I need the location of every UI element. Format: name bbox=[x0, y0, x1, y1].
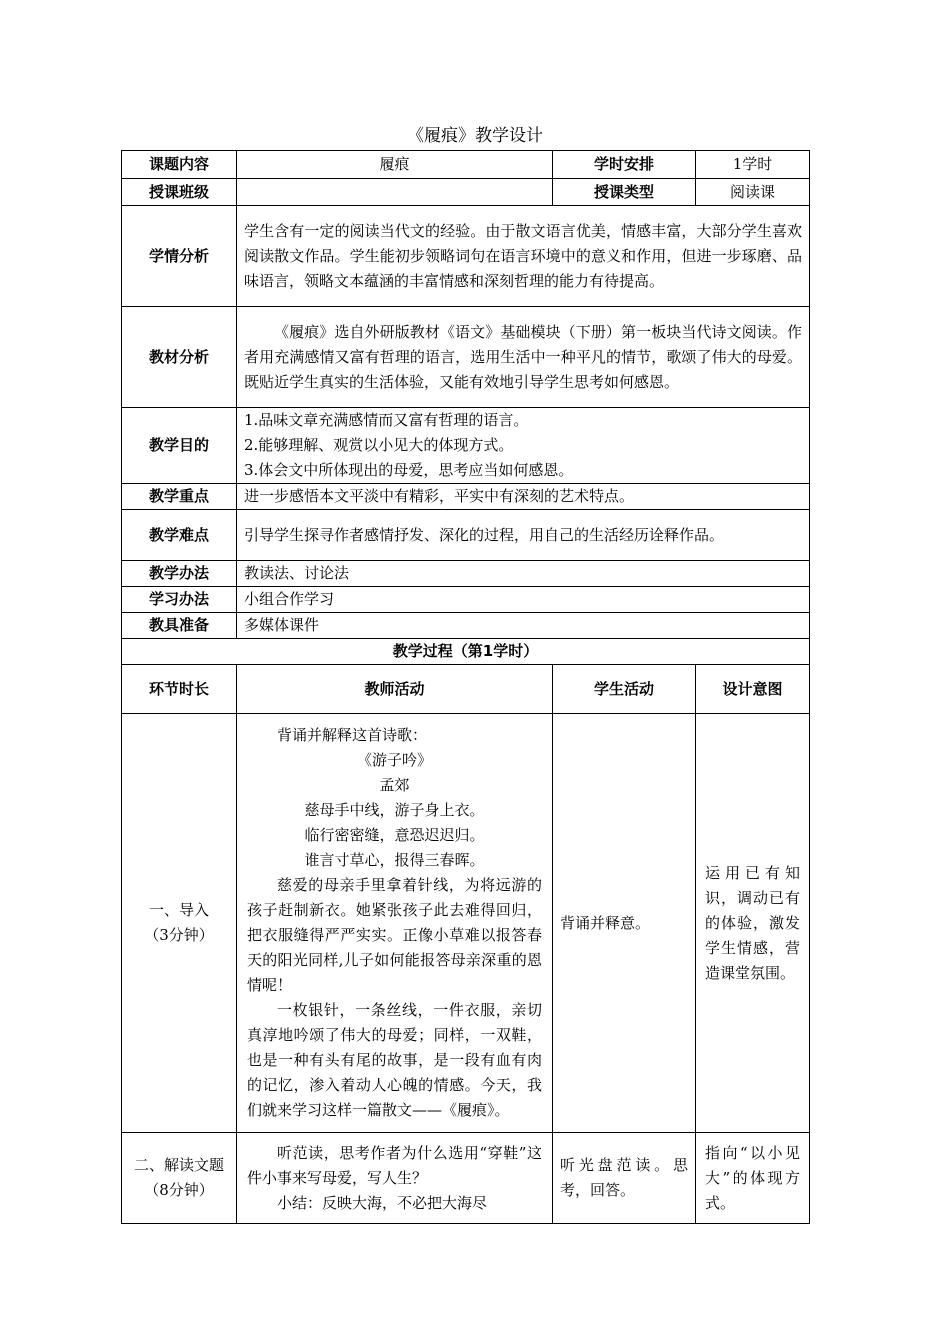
activity-intro: 背诵并解释这首诗歌： bbox=[277, 726, 428, 744]
design-intent: 运用已有知识，调动已有的体验，激发学生情感，营造课堂氛围。 bbox=[696, 714, 810, 1133]
poem-author: 孟郊 bbox=[379, 776, 410, 794]
row-teaching-method bbox=[122, 561, 810, 587]
teaching-method-label: 教学办法 bbox=[122, 561, 237, 587]
topic-value: 履痕 bbox=[237, 151, 553, 179]
column-header: 环节时长 bbox=[122, 665, 237, 714]
student-activity: 背诵并释意。 bbox=[553, 714, 696, 1133]
stage-name: 一、导入 bbox=[148, 901, 209, 919]
learning-method-text: 小组合作学习 bbox=[237, 587, 810, 613]
type-label: 授课类型 bbox=[553, 179, 696, 206]
material-text: 《履痕》选自外研版教材《语文》基础模块（下册）第一板块当代诗文阅读。作者用充满感情又富有哲理的语言，选用生活中一种平凡的情节，歌颂了伟大的母爱。既贴近学生真实的生活体验，又能有效地引导学生思考如何感恩。 bbox=[237, 307, 810, 408]
objective-item: 2.能够理解、观赏以小见大的体现方式。 bbox=[244, 436, 514, 454]
objectives-label: 教学目的 bbox=[122, 408, 237, 484]
teacher-activity bbox=[237, 1133, 553, 1224]
learning-method-label: 学习办法 bbox=[122, 587, 237, 613]
difficulty-text: 引导学生探寻作者感情抒发、深化的过程，用自己的生活经历诠释作品。 bbox=[237, 510, 810, 561]
tools-label: 教具准备 bbox=[122, 613, 237, 639]
poem-line: 慈母手中线，游子身上衣。 bbox=[304, 801, 485, 819]
poem-line: 谁言寸草心，报得三春晖。 bbox=[304, 851, 485, 869]
class-label: 授课班级 bbox=[122, 179, 237, 206]
row-topic bbox=[122, 151, 810, 179]
row-process-columns bbox=[122, 665, 810, 714]
row-tools bbox=[122, 613, 810, 639]
process-heading: 教学过程（第1学时） bbox=[122, 639, 810, 665]
column-header: 学生活动 bbox=[553, 665, 696, 714]
process-row bbox=[122, 1133, 810, 1224]
topic-label: 课题内容 bbox=[122, 151, 237, 179]
student-activity: 听光盘范读。思考，回答。 bbox=[553, 1133, 696, 1224]
row-process-heading bbox=[122, 639, 810, 665]
stage-cell bbox=[122, 1133, 237, 1224]
stage-duration: （8分钟） bbox=[144, 1181, 214, 1199]
row-key-point bbox=[122, 484, 810, 510]
activity-paragraph: 小结：反映大海，不必把大海尽 bbox=[277, 1193, 488, 1212]
poem-line: 临行密密缝，意恐迟迟归。 bbox=[304, 826, 485, 844]
teacher-activity bbox=[237, 714, 553, 1133]
design-intent: 指向“以小见大”的体现方式。 bbox=[696, 1133, 810, 1224]
difficulty-label: 教学难点 bbox=[122, 510, 237, 561]
class-value bbox=[237, 179, 553, 206]
row-class bbox=[122, 179, 810, 206]
objectives-list bbox=[237, 408, 810, 484]
column-header: 教师活动 bbox=[237, 665, 553, 714]
teaching-method-text: 教读法、讨论法 bbox=[237, 561, 810, 587]
row-learning-method bbox=[122, 587, 810, 613]
row-objectives bbox=[122, 408, 810, 484]
activity-paragraph: 听范读，思考作者为什么选用“穿鞋”这件小事来写母爱，写人生？ bbox=[247, 1143, 542, 1187]
hours-label: 学时安排 bbox=[553, 151, 696, 179]
key-point-text: 进一步感悟本文平淡中有精彩，平实中有深刻的艺术特点。 bbox=[237, 484, 810, 510]
process-row bbox=[122, 714, 810, 1133]
document-title: 《履痕》教学设计 bbox=[407, 126, 543, 146]
hours-value: 1学时 bbox=[696, 151, 810, 179]
objective-item: 3.体会文中所体现出的母爱，思考应当如何感恩。 bbox=[244, 461, 574, 479]
stage-duration: （3分钟） bbox=[144, 926, 214, 944]
students-text: 学生含有一定的阅读当代文的经验。由于散文语言优美，情感丰富，大部分学生喜欢阅读散文作品。学生能初步领略词句在语言环境中的意义和作用，但进一步琢磨、品味语言，领略文本蕴涵的丰富情感和深刻哲理的能力有待提高。 bbox=[237, 206, 810, 307]
row-students bbox=[122, 206, 810, 307]
column-header: 设计意图 bbox=[696, 665, 810, 714]
students-label: 学情分析 bbox=[122, 206, 237, 307]
stage-cell bbox=[122, 714, 237, 1133]
key-point-label: 教学重点 bbox=[122, 484, 237, 510]
poem-title: 《游子吟》 bbox=[356, 751, 432, 769]
stage-name: 二、解读文题 bbox=[133, 1156, 224, 1174]
material-label: 教材分析 bbox=[122, 307, 237, 408]
row-material bbox=[122, 307, 810, 408]
type-value: 阅读课 bbox=[696, 179, 810, 206]
activity-paragraph: 一枚银针，一条丝线，一件衣服，亲切真淳地吟颂了伟大的母爱；同样，一双鞋，也是一种有头有尾的故事，是一段有血有肉的记忆，渗入着动人心魄的情感。今天，我们就来学习这样一篇散文——《履痕》。 bbox=[247, 1001, 542, 1119]
tools-text: 多媒体课件 bbox=[237, 613, 810, 639]
objective-item: 1.品味文章充满感情而又富有哲理的语言。 bbox=[244, 411, 529, 429]
lesson-plan-table bbox=[121, 150, 810, 1224]
row-difficulty bbox=[122, 510, 810, 561]
activity-paragraph: 慈爱的母亲手里拿着针线，为将远游的孩子赶制新衣。她紧张孩子此去难得回归，把衣服缝得严严实实。正像小草难以报答春天的阳光同样,儿子如何能报答母亲深重的恩情呢！ bbox=[247, 876, 542, 994]
